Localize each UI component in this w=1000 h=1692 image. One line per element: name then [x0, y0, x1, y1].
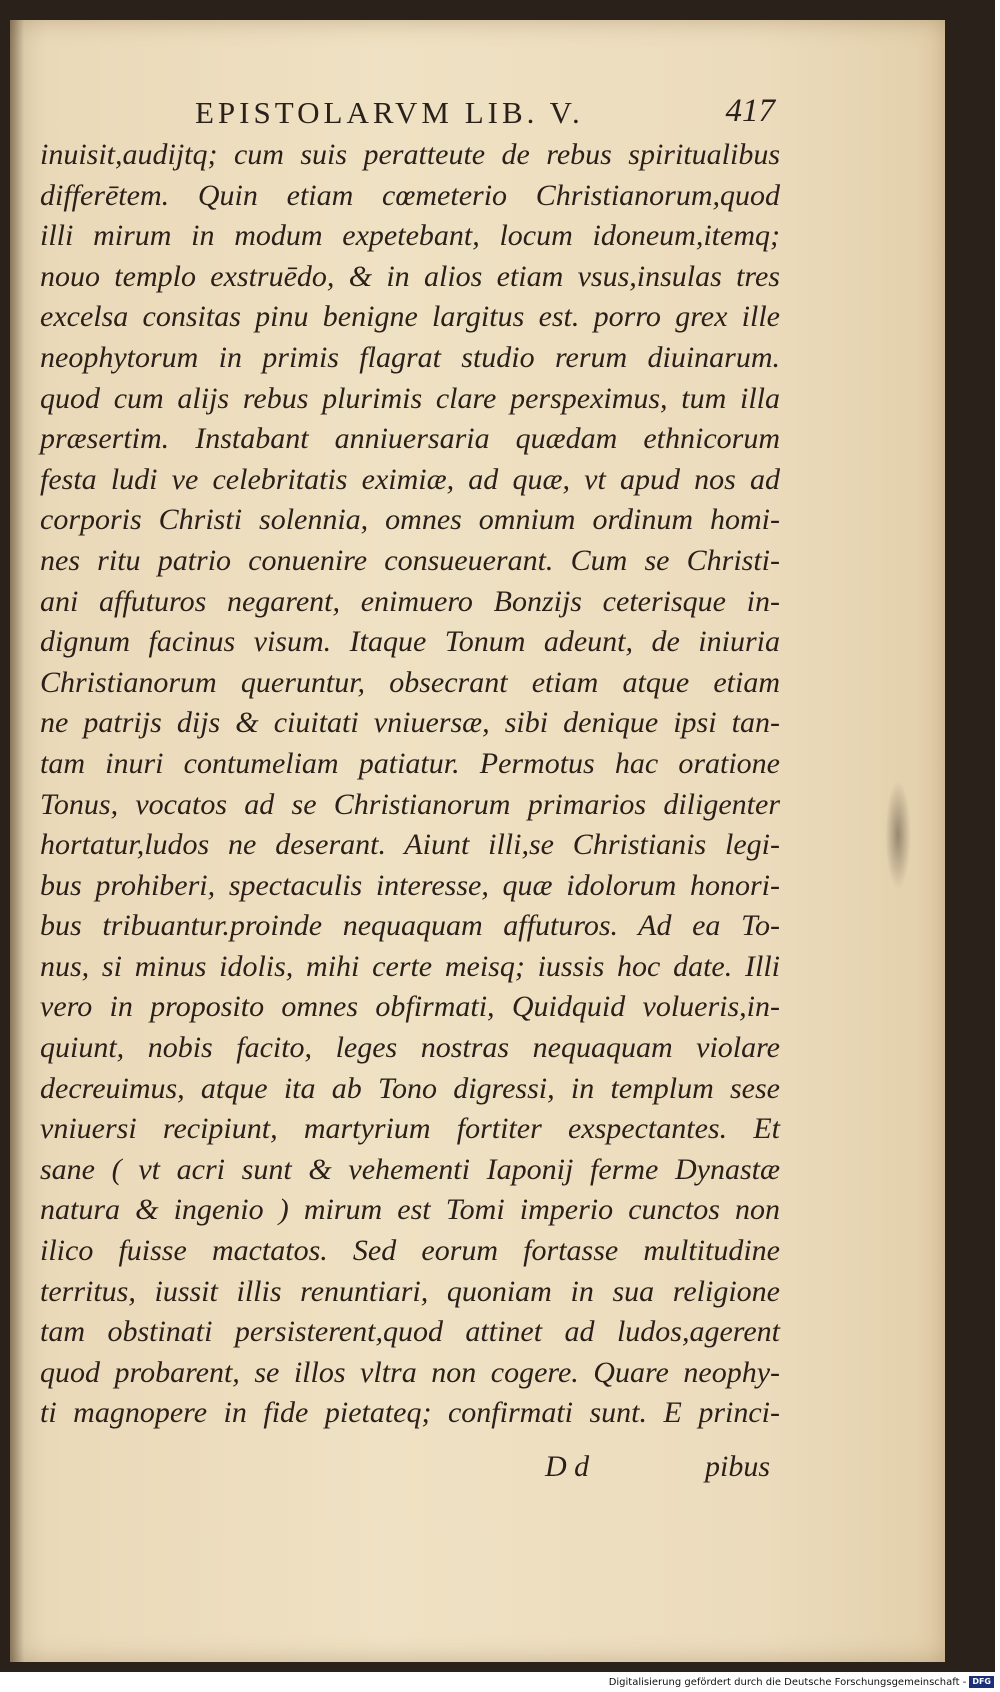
text-line: tam inuri contumeliam patiatur. Permotus hac oratione	[40, 746, 780, 780]
text-line: excelsa consitas pinu benigne largitus est. porro grex ille	[40, 300, 780, 334]
text-line: tam obstinati persisterent,quod attinet ad ludos,agerent	[40, 1315, 780, 1349]
signature-mark: D d	[545, 1450, 590, 1483]
text-line: bus tribuantur.proinde nequaquam affuturos. Ad ea To-	[40, 909, 780, 943]
text-line: inuisit,audijtq; cum suis peratteute de rebus spiritualibus	[40, 138, 780, 171]
text-line: vniuersi recipiunt, martyrium fortiter exspectantes. Et	[40, 1112, 780, 1146]
catchword: pibus	[705, 1450, 771, 1483]
text-line: illi mirum in modum expetebant, locum idoneum,itemq;	[40, 219, 780, 253]
paper-stain	[885, 780, 911, 890]
text-line: nes ritu patrio conuenire consueuerant. Cum se Christi-	[40, 543, 780, 577]
text-line: præsertim. Instabant anniuersaria quædam ethnicorum	[40, 422, 780, 456]
dfg-logo: DFG	[969, 1676, 994, 1688]
body-text	[40, 135, 780, 1434]
text-line: corporis Christi solennia, omnes omnium ordinum homi-	[40, 503, 780, 537]
text-line: festa ludi ve celebritatis eximiæ, ad quæ, vt apud nos ad	[40, 462, 780, 496]
text-line: ne patrijs dijs & ciuitati vniuersæ, sibi denique ipsi tan-	[40, 706, 780, 740]
text-line: quod probarent, se illos vltra non cogere. Quare neophy-	[40, 1355, 780, 1389]
text-line: neophytorum in primis flagrat studio rerum diuinarum.	[40, 340, 780, 374]
text-line: nouo templo exstruēdo, & in alios etiam vsus,insulas tres	[40, 259, 780, 293]
text-line: ti magnopere in fide pietateq; confirmati sunt. E princi-	[40, 1396, 780, 1430]
text-line: quod cum alijs rebus plurimis clare perspeximus, tum illa	[40, 381, 780, 415]
text-line: Tonus, vocatos ad se Christianorum primarios diligenter	[40, 787, 780, 821]
page-number: 417	[725, 93, 775, 129]
page-header	[195, 93, 775, 135]
credit-text: Digitalisierung gefördert durch die Deutsche Forschungsgemeinschaft -	[608, 1676, 967, 1688]
text-line: natura & ingenio ) mirum est Tomi imperio cunctos non	[40, 1193, 780, 1227]
text-line: territus, iussit illis renuntiari, quoniam in sua religione	[40, 1274, 780, 1308]
running-title: EPISTOLARVM LIB. V.	[195, 95, 584, 130]
text-line: quiunt, nobis facito, leges nostras nequaquam violare	[40, 1031, 780, 1065]
page-gutter-shadow	[10, 20, 24, 1662]
text-line: ilico fuisse mactatos. Sed eorum fortasse multitudine	[40, 1234, 780, 1268]
text-line: nus, si minus idolis, mihi certe meisq; iussis hoc date. Illi	[40, 949, 780, 983]
text-line: ani affuturos negarent, enimuero Bonzijs ceterisque in-	[40, 584, 780, 618]
text-line: bus prohiberi, spectaculis interesse, quæ idolorum honori-	[40, 868, 780, 902]
text-line: vero in proposito omnes obfirmati, Quidquid volueris,in-	[40, 990, 780, 1024]
text-line: sane ( vt acri sunt & vehementi Iaponij ferme Dynastæ	[40, 1152, 780, 1186]
text-line: differētem. Quin etiam cœmeterio Christianorum,quod	[40, 178, 780, 212]
text-line: Christianorum queruntur, obsecrant etiam atque etiam	[40, 665, 780, 699]
text-line: dignum facinus visum. Itaque Tonum adeunt, de iniuria	[40, 625, 780, 659]
digitization-credit	[609, 1676, 994, 1688]
text-line: hortatur,ludos ne deserant. Aiunt illi,se Christianis legi-	[40, 828, 780, 862]
text-line: decreuimus, atque ita ab Tono digressi, in templum sese	[40, 1071, 780, 1105]
